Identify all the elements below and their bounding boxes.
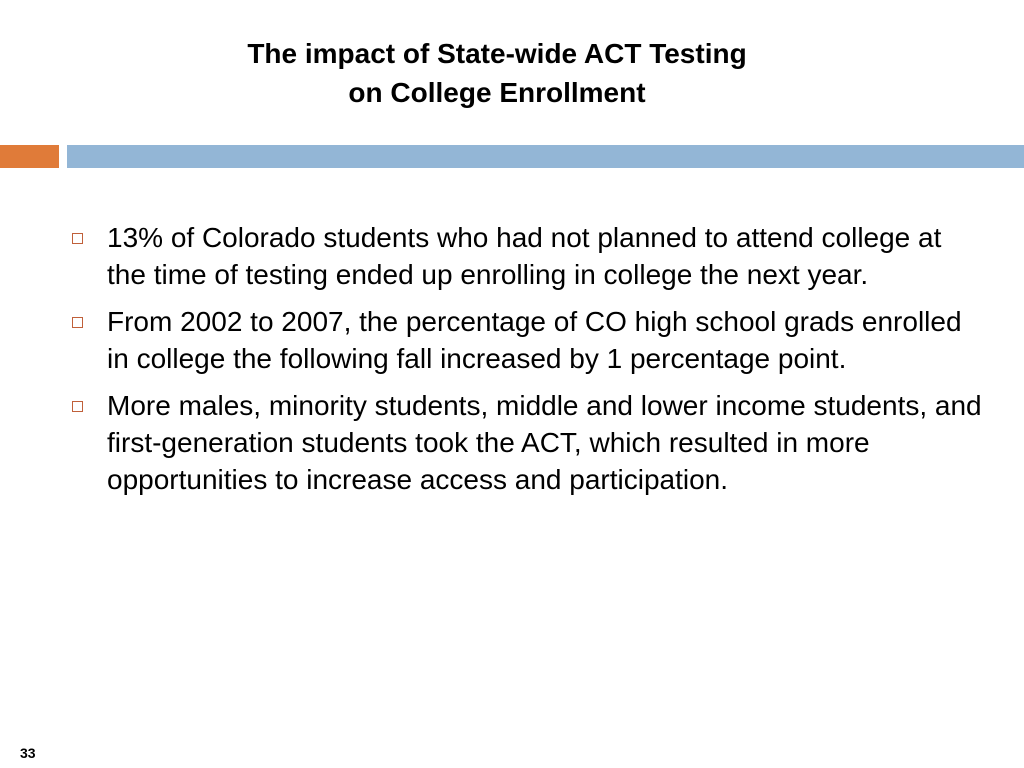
title-line-1: The impact of State-wide ACT Testing	[247, 38, 747, 69]
accent-bar-blue	[67, 145, 1024, 168]
square-bullet-icon	[72, 317, 83, 328]
square-bullet-icon	[72, 401, 83, 412]
bullet-item	[70, 219, 985, 293]
page-number: 33	[20, 745, 36, 761]
square-bullet-icon	[72, 233, 83, 244]
bullet-text: 13% of Colorado students who had not planned to attend college at the time of testing ended up enrolling in college the next year.	[107, 222, 942, 290]
slide-title	[0, 34, 994, 112]
bullet-text: From 2002 to 2007, the percentage of CO high school grads enrolled in college the following fall increased by 1 percentage point.	[107, 306, 962, 374]
bullet-list	[70, 219, 985, 508]
bullet-item	[70, 387, 985, 498]
title-line-2: on College Enrollment	[348, 77, 646, 108]
accent-bar-orange	[0, 145, 59, 168]
bullet-text: More males, minority students, middle and lower income students, and first-generation students took the ACT, which resulted in more opportunities to increase access and participation.	[107, 390, 982, 495]
bullet-item	[70, 303, 985, 377]
